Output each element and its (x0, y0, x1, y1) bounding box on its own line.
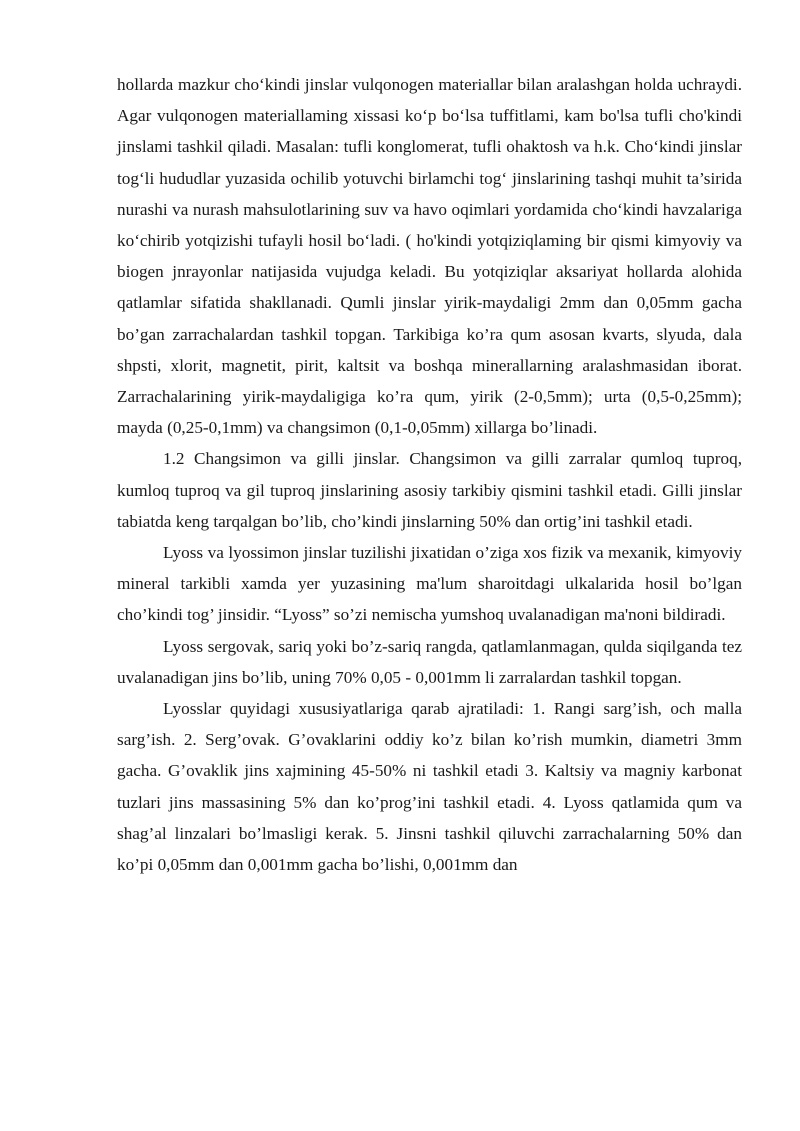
paragraph-1: hollarda mazkur cho‘kindi jinslar vulqonogen materiallar bilan aralashgan holda uchraydi. Agar vulqonogen materiallaming xissasi ko‘p bo‘lsa tuffitlami, kam bo'lsa tufli cho'kindi jinslami tashkil qiladi. Masalan: tufli konglomerat, tufli ohaktosh va h.k. Cho‘kindi jinslar tog‘li hududlar yuzasida ochilib yotuvchi birlamchi tog‘ jinslarining tashqi muhit ta’sirida nurashi va nurash mahsulotlarining suv va havo oqimlari yordamida cho‘kindi havzalariga ko‘chirib yotqizishi tufayli hosil bo‘ladi. ( ho'kindi yotqiziqlaming bir qismi kimyoviy va biogen jnrayonlar natijasida vujudga keladi. Bu yotqiziqlar aksariyat hollarda alohida qatlamlar sifatida shakllanadi. Qumli jinslar yirik-maydaligi 2mm dan 0,05mm gacha bo’gan zarrachalardan tashkil topgan. Tarkibiga ko’ra qum asosan kvarts, slyuda, dala shpsti, xlorit, magnetit, pirit, kaltsit va boshqa minerallarning aralashmasidan iborat. Zarrachalarining yirik-maydaligiga ko’ra qum, yirik (2-0,5mm); urta (0,5-0,25mm); mayda (0,25-0,1mm) va changsimon (0,1-0,05mm) xillarga bo’linadi. (117, 75, 742, 438)
paragraph-5: Lyosslar quyidagi xususiyatlariga qarab ajratiladi: 1. Rangi sarg’ish, och malla sarg’ish. 2. Serg’ovak. G’ovaklarini oddiy ko’z bilan ko’rish mumkin, diametri 3mm gacha. G’ovaklik jins xajmining 45-50% ni tashkil etadi 3. Kaltsiy va magniy karbonat tuzlari jins massasining 5% dan ko’prog’ini tashkil etadi. 4. Lyoss qatlamida qum va shag’al linzalari bo’lmasligi kerak. 5. Jinsni tashkil qiluvchi zarrachalarning 50% dan ko’pi 0,05mm dan 0,001mm gacha bo’lishi, 0,001mm dan (117, 699, 742, 875)
paragraph-3: Lyoss va lyossimon jinslar tuzilishi jixatidan o’ziga xos fizik va mexanik, kimyoviy mineral tarkibli xamda yer yuzasining ma'lum sharoitdagi ulkalarida hosil bo’lgan cho’kindi tog’ jinsidir. “Lyoss” so’zi nemischa yumshoq uvalanadigan ma'noni bildiradi. (117, 543, 742, 625)
paragraph-2: 1.2 Changsimon va gilli jinslar. Changsimon va gilli zarralar qumloq tuproq, kumloq tuproq va gil tuproq jinslarining asosiy tarkibiy qismini tashkil etadi. Gilli jinslar tabiatda keng tarqalgan bo’lib, cho’kindi jinslarning 50% dan ortig’ini tashkil etadi. (117, 449, 742, 531)
paragraph-4: Lyoss sergovak, sariq yoki bo’z-sariq rangda, qatlamlanmagan, qulda siqilganda tez uvalanadigan jins bo’lib, uning 70% 0,05 - 0,001mm li zarralardan tashkil topgan. (117, 636, 742, 687)
document-body (117, 69, 742, 880)
